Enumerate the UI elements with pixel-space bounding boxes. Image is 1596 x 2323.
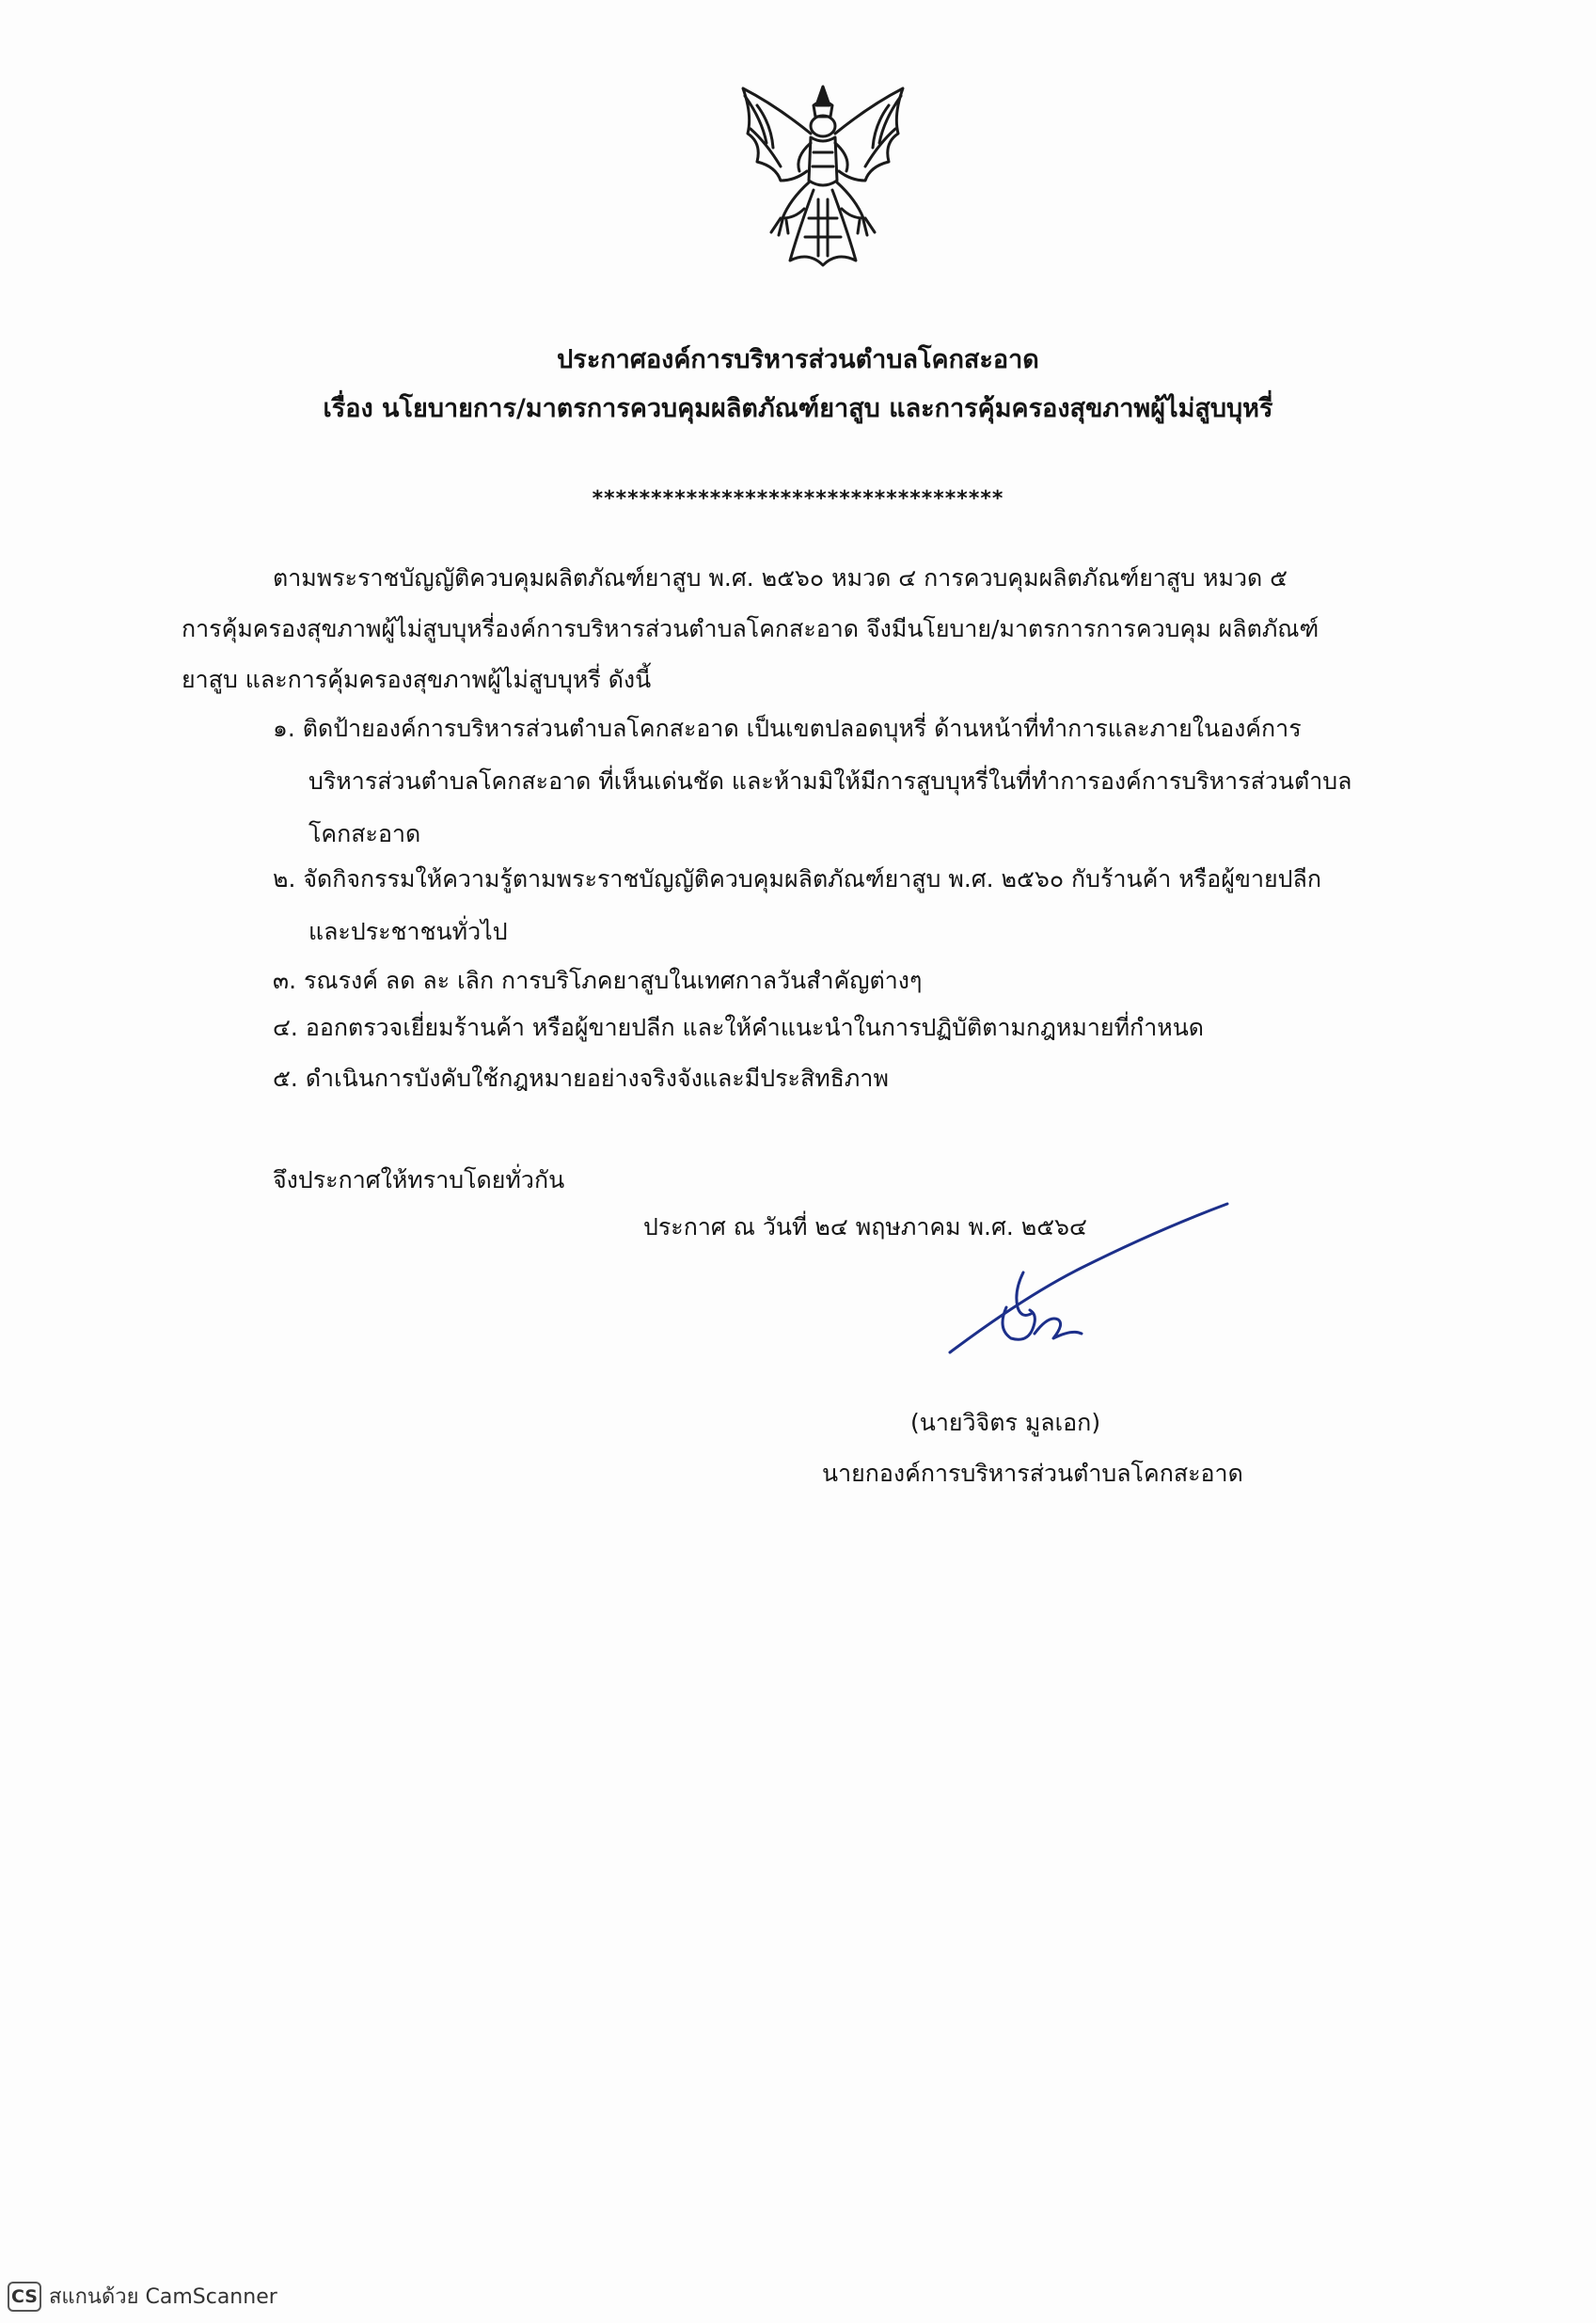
camscanner-logo-icon: CS — [8, 2282, 41, 2312]
signer-title: นายกองค์การบริหารส่วนตำบลโคกสะอาด — [822, 1460, 1243, 1487]
list-item-2-line-1: ๒. จัดกิจกรรมให้ความรู้ตามพระราชบัญญัติควบคุมผลิตภัณฑ์ยาสูบ พ.ศ. ๒๕๖๐ กับร้านค้า หรือผู้ขายปลีก — [273, 865, 1321, 893]
intro-paragraph-line-1: ตามพระราชบัญญัติควบคุมผลิตภัณฑ์ยาสูบ พ.ศ. ๒๕๖๐ หมวด ๔ การควบคุมผลิตภัณฑ์ยาสูบ หมวด ๕ — [273, 564, 1288, 592]
intro-paragraph-line-2: การคุ้มครองสุขภาพผู้ไม่สูบบุหรี่องค์การบริหารส่วนตำบลโคกสะอาด จึงมีนโยบาย/มาตรการการควบคุม ผลิตภัณฑ์ — [182, 615, 1319, 642]
garuda-emblem-icon — [724, 77, 922, 270]
list-item-5: ๕. ดำเนินการบังคับใช้กฎหมายอย่างจริงจังและมีประสิทธิภาพ — [273, 1065, 889, 1092]
list-item-3: ๓. รณรงค์ ลด ละ เลิก การบริโภคยาสูบในเทศกาลวันสำคัญต่างๆ — [273, 967, 923, 994]
signer-name: (นายวิจิตร มูลเอก) — [910, 1409, 1101, 1436]
intro-paragraph-line-3: ยาสูบ และการคุ้มครองสุขภาพผู้ไม่สูบบุหรี่ ดังนี้ — [182, 666, 652, 693]
list-item-1-line-1: ๑. ติดป้ายองค์การบริหารส่วนตำบลโคกสะอาด เป็นเขตปลอดบุหรี่ ด้านหน้าที่ทำการและภายในองค์การ — [273, 715, 1302, 742]
list-item-1-line-3: โคกสะอาด — [308, 820, 421, 847]
announcement-subject: เรื่อง นโยบายการ/มาตรการควบคุมผลิตภัณฑ์ยาสูบ และการคุ้มครองสุขภาพผู้ไม่สูบบุหรี่ — [323, 394, 1273, 423]
list-item-1-line-2: บริหารส่วนตำบลโคกสะอาด ที่เห็นเด่นชัด และห้ามมิให้มีการสูบบุหรี่ในที่ทำการองค์การบริหารส่วนตำบล — [308, 767, 1352, 795]
separator-line: *********************************** — [592, 487, 1004, 511]
list-item-2-line-2: และประชาชนทั่วไป — [308, 918, 508, 945]
announcement-title: ประกาศองค์การบริหารส่วนตำบลโคกสะอาด — [557, 345, 1039, 374]
scanner-watermark — [8, 2280, 277, 2313]
closing-statement: จึงประกาศให้ทราบโดยทั่วกัน — [273, 1166, 565, 1193]
scanner-watermark-text: สแกนด้วย CamScanner — [49, 2285, 277, 2309]
announcement-date: ประกาศ ณ วันที่ ๒๔ พฤษภาคม พ.ศ. ๒๕๖๔ — [643, 1213, 1087, 1241]
handwritten-signature — [940, 1202, 1251, 1390]
list-item-4: ๔. ออกตรวจเยี่ยมร้านค้า หรือผู้ขายปลีก และให้คำแนะนำในการปฏิบัติตามกฎหมายที่กำหนด — [273, 1014, 1205, 1041]
